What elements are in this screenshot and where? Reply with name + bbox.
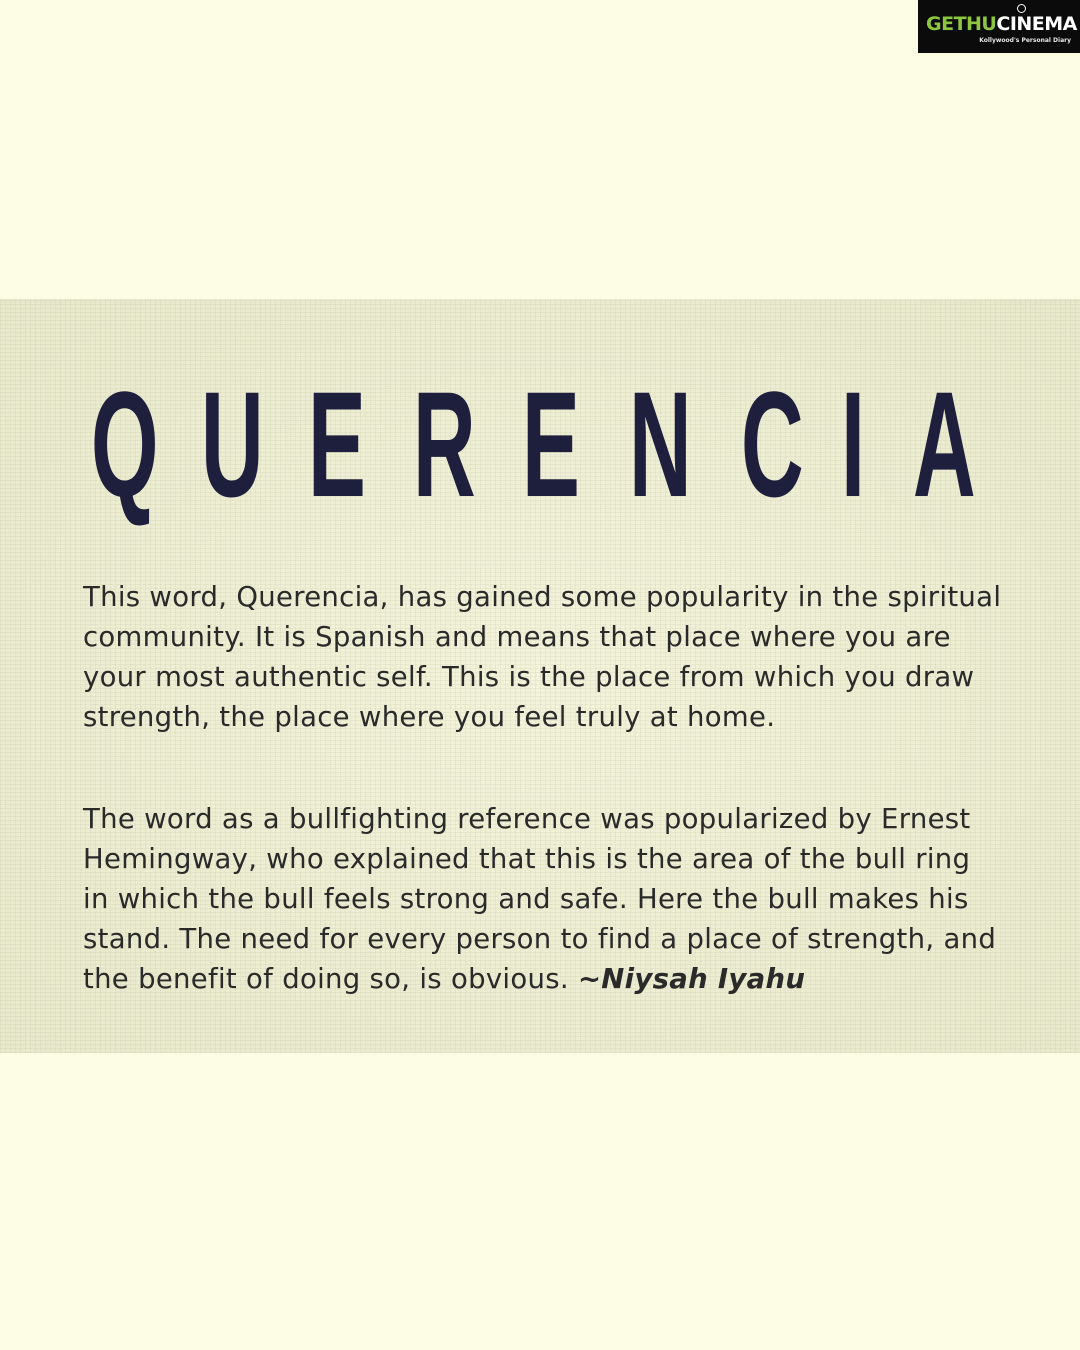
watermark-brand [926,12,1077,36]
title-letter: U [200,360,264,528]
watermark-brand-part2: CINEMA [996,13,1077,35]
title-letter: R [412,360,476,528]
quote-author: ~Niysah Iyahu [577,963,806,995]
title-letter: A [912,360,976,528]
watermark-tagline: Kollywood's Personal Diary [979,37,1071,44]
title-letter: N [628,360,692,528]
title-letter: I [840,360,866,528]
quote-card [0,299,1080,1053]
watermark-brand-part1: GETHU [926,13,997,35]
quote-paragraph-2 [83,799,1003,999]
title-letter: C [740,360,804,528]
title-letter: E [307,360,366,528]
title-letter: Q [90,360,159,528]
quote-paragraph-1: This word, Querencia, has gained some popularity in the spiritual community. It is Spanish and means that place where you are your most authentic self. This is the place from which you draw strength, the place where you feel truly at home. [83,581,1002,733]
title-letter: E [521,360,580,528]
quote-paragraph-2-text: The word as a bullfighting reference was popularized by Ernest Hemingway, who explained that this is the area of the bull ring in which the bull feels strong and safe. Here the bull makes his stand. The need for every person to find a place of strength, and the benefit of doing so, is obvious. [83,803,997,995]
watermark-logo [918,0,1080,53]
quote-title [0,360,1080,528]
